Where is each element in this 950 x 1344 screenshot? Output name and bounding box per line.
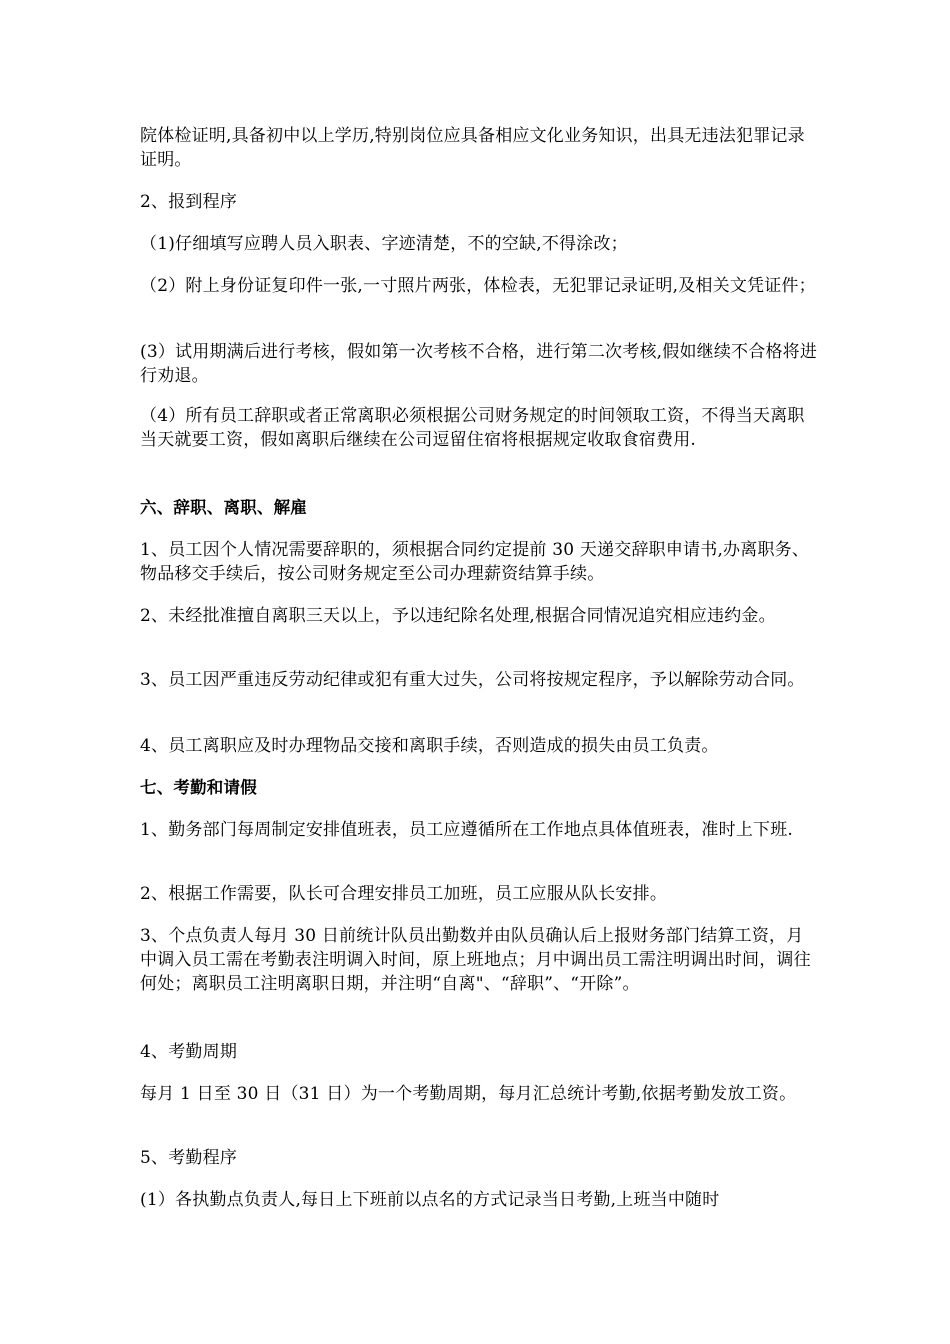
paragraph-attendance-cycle: 每月 1 日至 30 日（31 日）为一个考勤周期，每月汇总统计考勤,依据考勤发放工资。	[140, 1084, 797, 1104]
paragraph-report-procedure: 2、报到程序	[140, 192, 238, 212]
paragraph-attendance-1: 1、勤务部门每周制定安排值班表，员工应遵循所在工作地点具体值班表，准时上下班.	[140, 820, 794, 840]
paragraph-attendance-cycle-title: 4、考勤周期	[140, 1042, 238, 1062]
paragraph-item-4: （4）所有员工辞职或者正常离职必须根据公司财务规定的时间领取工资，不得当天离职当天就要工资，假如离职后继续在公司逗留住宿将根据规定收取食宿费用.	[140, 406, 805, 450]
paragraph-resignation-3: 3、员工因严重违反劳动纪律或犯有重大过失，公司将按规定程序，予以解除劳动合同。	[140, 670, 805, 690]
paragraph-attendance-procedure-1: (1）各执勤点负责人,每日上下班前以点名的方式记录当日考勤,上班当中随时	[140, 1190, 720, 1210]
paragraph-item-1: （1)仔细填写应聘人员入职表、字迹清楚，不的空缺,不得涂改；	[140, 234, 628, 254]
paragraph-health-certificate: 院体检证明,具备初中以上学历,特别岗位应具备相应文化业务知识，出具无违法犯罪记录证明。	[140, 126, 805, 170]
paragraph-resignation-2: 2、未经批准擅自离职三天以上，予以违纪除名处理,根据合同情况追究相应违约金。	[140, 606, 776, 626]
paragraph-attendance-3: 3、个点负责人每月 30 日前统计队员出勤数并由队员确认后上报财务部门结算工资，月中调入员工需在考勤表注明调入时间，原上班地点；月中调出员工需注明调出时间，调往何处；离职员工注明离职日期，并注明“自离"、“辞职”、“开除”。	[140, 926, 811, 994]
paragraph-attendance-2: 2、根据工作需要，队长可合理安排员工加班，员工应服从队长安排。	[140, 884, 668, 904]
section-heading-attendance: 七、考勤和请假	[140, 778, 257, 797]
paragraph-item-2: （2）附上身份证复印件一张,一寸照片两张，体检表，无犯罪记录证明,及相关文凭证件；	[140, 276, 816, 296]
section-heading-resignation: 六、辞职、离职、解雇	[140, 498, 307, 517]
paragraph-item-3: (3）试用期满后进行考核，假如第一次考核不合格，进行第二次考核,假如继续不合格将进行劝退。	[140, 342, 818, 386]
paragraph-resignation-1: 1、员工因个人情况需要辞职的，须根据合同约定提前 30 天递交辞职申请书,办离职务、物品移交手续后，按公司财务规定至公司办理薪资结算手续。	[140, 540, 810, 584]
paragraph-resignation-4: 4、员工离职应及时办理物品交接和离职手续，否则造成的损失由员工负责。	[140, 736, 719, 756]
paragraph-attendance-procedure-title: 5、考勤程序	[140, 1148, 238, 1168]
